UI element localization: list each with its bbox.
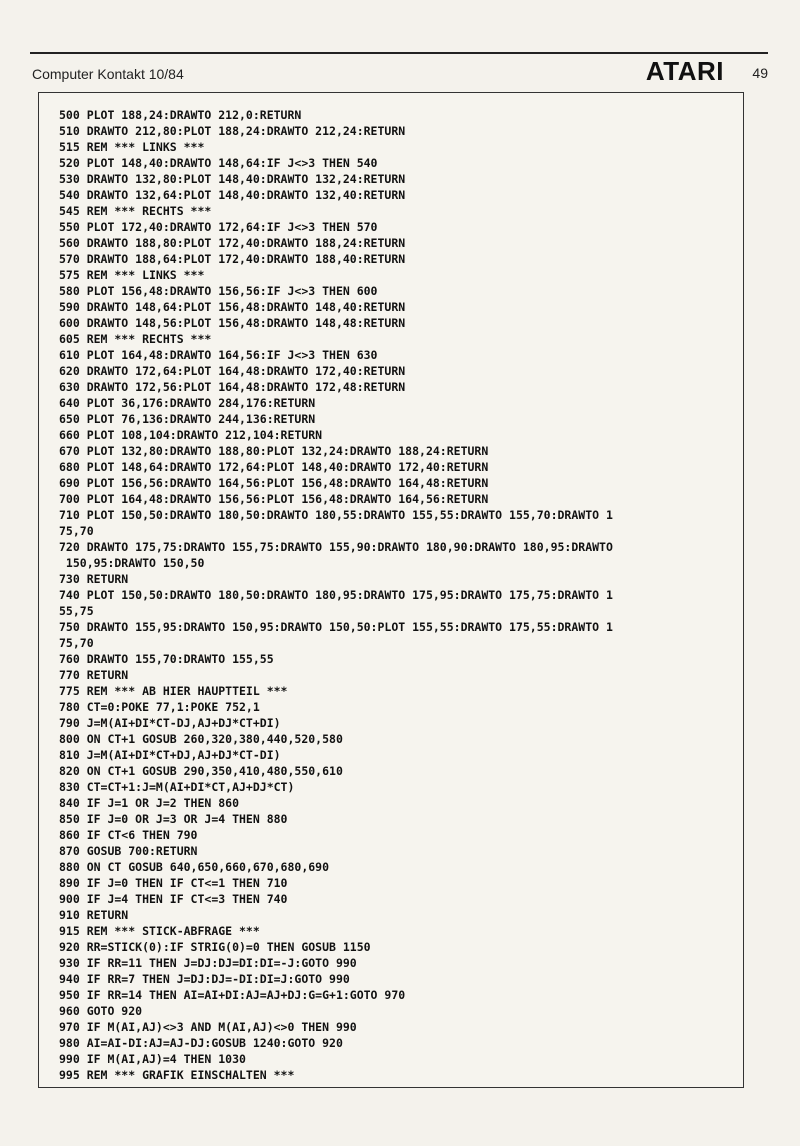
code-line: 730 RETURN (59, 572, 129, 586)
code-line: 650 PLOT 76,136:DRAWTO 244,136:RETURN (59, 412, 316, 426)
code-line: 540 DRAWTO 132,64:PLOT 148,40:DRAWTO 132,40:RETURN (59, 188, 406, 202)
code-line: 850 IF J=0 OR J=3 OR J=4 THEN 880 (59, 812, 288, 826)
code-line: 690 PLOT 156,56:DRAWTO 164,56:PLOT 156,48:DRAWTO 164,48:RETURN (59, 476, 489, 490)
code-line: 680 PLOT 148,64:DRAWTO 172,64:PLOT 148,40:DRAWTO 172,40:RETURN (59, 460, 489, 474)
code-line: 710 PLOT 150,50:DRAWTO 180,50:DRAWTO 180,55:DRAWTO 155,55:DRAWTO 155,70:DRAWTO 1 (59, 508, 613, 522)
code-line: 980 AI=AI-DI:AJ=AJ-DJ:GOSUB 1240:GOTO 920 (59, 1036, 343, 1050)
code-line: 610 PLOT 164,48:DRAWTO 164,56:IF J<>3 THEN 630 (59, 348, 378, 362)
code-line: 940 IF RR=7 THEN J=DJ:DJ=-DI:DI=J:GOTO 990 (59, 972, 350, 986)
code-line: 870 GOSUB 700:RETURN (59, 844, 198, 858)
code-line: 760 DRAWTO 155,70:DRAWTO 155,55 (59, 652, 274, 666)
code-line: 545 REM *** RECHTS *** (59, 204, 212, 218)
code-line: 500 PLOT 188,24:DRAWTO 212,0:RETURN (59, 108, 302, 122)
code-line: 840 IF J=1 OR J=2 THEN 860 (59, 796, 240, 810)
journal-name: Computer Kontakt 10/84 (32, 66, 184, 82)
code-line: 75,70 (59, 524, 94, 538)
code-line: 880 ON CT GOSUB 640,650,660,670,680,690 (59, 860, 330, 874)
page-header (30, 56, 768, 86)
code-line: 820 ON CT+1 GOSUB 290,350,410,480,550,610 (59, 764, 343, 778)
page-number: 49 (752, 65, 768, 81)
code-line: 720 DRAWTO 175,75:DRAWTO 155,75:DRAWTO 155,90:DRAWTO 180,90:DRAWTO 180,95:DRAWTO (59, 540, 613, 554)
code-line: 630 DRAWTO 172,56:PLOT 164,48:DRAWTO 172,48:RETURN (59, 380, 406, 394)
code-line: 790 J=M(AI+DI*CT-DJ,AJ+DJ*CT+DI) (59, 716, 281, 730)
code-line: 775 REM *** AB HIER HAUPTTEIL *** (59, 684, 288, 698)
code-line: 860 IF CT<6 THEN 790 (59, 828, 198, 842)
code-line: 920 RR=STICK(0):IF STRIG(0)=0 THEN GOSUB 1150 (59, 940, 371, 954)
code-line: 520 PLOT 148,40:DRAWTO 148,64:IF J<>3 THEN 540 (59, 156, 378, 170)
code-line: 600 DRAWTO 148,56:PLOT 156,48:DRAWTO 148,48:RETURN (59, 316, 406, 330)
code-line: 580 PLOT 156,48:DRAWTO 156,56:IF J<>3 THEN 600 (59, 284, 378, 298)
code-line: 890 IF J=0 THEN IF CT<=1 THEN 710 (59, 876, 288, 890)
code-line: 995 REM *** GRAFIK EINSCHALTEN *** (59, 1068, 295, 1082)
code-line: 670 PLOT 132,80:DRAWTO 188,80:PLOT 132,24:DRAWTO 188,24:RETURN (59, 444, 489, 458)
code-line: 770 RETURN (59, 668, 129, 682)
code-line: 740 PLOT 150,50:DRAWTO 180,50:DRAWTO 180,95:DRAWTO 175,95:DRAWTO 175,75:DRAWTO 1 (59, 588, 613, 602)
code-line: 590 DRAWTO 148,64:PLOT 156,48:DRAWTO 148,40:RETURN (59, 300, 406, 314)
code-line: 700 PLOT 164,48:DRAWTO 156,56:PLOT 156,48:DRAWTO 164,56:RETURN (59, 492, 489, 506)
code-line: 150,95:DRAWTO 150,50 (59, 556, 205, 570)
code-line: 900 IF J=4 THEN IF CT<=3 THEN 740 (59, 892, 288, 906)
code-line: 575 REM *** LINKS *** (59, 268, 205, 282)
code-line: 750 DRAWTO 155,95:DRAWTO 150,95:DRAWTO 150,50:PLOT 155,55:DRAWTO 175,55:DRAWTO 1 (59, 620, 613, 634)
code-line: 780 CT=0:POKE 77,1:POKE 752,1 (59, 700, 260, 714)
code-line: 660 PLOT 108,104:DRAWTO 212,104:RETURN (59, 428, 323, 442)
code-line: 910 RETURN (59, 908, 129, 922)
code-line: 915 REM *** STICK-ABFRAGE *** (59, 924, 260, 938)
code-line: 510 DRAWTO 212,80:PLOT 188,24:DRAWTO 212,24:RETURN (59, 124, 406, 138)
code-line: 950 IF RR=14 THEN AI=AI+DI:AJ=AJ+DJ:G=G+1:GOTO 970 (59, 988, 406, 1002)
code-line: 530 DRAWTO 132,80:PLOT 148,40:DRAWTO 132,24:RETURN (59, 172, 406, 186)
code-line: 75,70 (59, 636, 94, 650)
code-line: 830 CT=CT+1:J=M(AI+DI*CT,AJ+DJ*CT) (59, 780, 295, 794)
code-line: 570 DRAWTO 188,64:PLOT 172,40:DRAWTO 188,40:RETURN (59, 252, 406, 266)
code-line: 800 ON CT+1 GOSUB 260,320,380,440,520,580 (59, 732, 343, 746)
code-line: 640 PLOT 36,176:DRAWTO 284,176:RETURN (59, 396, 316, 410)
program-listing-box (38, 92, 744, 1088)
code-line: 605 REM *** RECHTS *** (59, 332, 212, 346)
code-line: 620 DRAWTO 172,64:PLOT 164,48:DRAWTO 172,40:RETURN (59, 364, 406, 378)
code-line: 55,75 (59, 604, 94, 618)
code-line: 550 PLOT 172,40:DRAWTO 172,64:IF J<>3 THEN 570 (59, 220, 378, 234)
code-line: 970 IF M(AI,AJ)<>3 AND M(AI,AJ)<>0 THEN 990 (59, 1020, 357, 1034)
brand-title: ATARI (645, 56, 724, 86)
code-line: 515 REM *** LINKS *** (59, 140, 205, 154)
code-line: 810 J=M(AI+DI*CT+DJ,AJ+DJ*CT-DI) (59, 748, 281, 762)
code-line: 930 IF RR=11 THEN J=DJ:DJ=DI:DI=-J:GOTO 990 (59, 956, 357, 970)
code-line: 560 DRAWTO 188,80:PLOT 172,40:DRAWTO 188,24:RETURN (59, 236, 406, 250)
code-line: 990 IF M(AI,AJ)=4 THEN 1030 (59, 1052, 246, 1066)
code-line: 960 GOTO 920 (59, 1004, 143, 1018)
header-rule (30, 52, 768, 54)
program-listing (59, 107, 739, 1083)
